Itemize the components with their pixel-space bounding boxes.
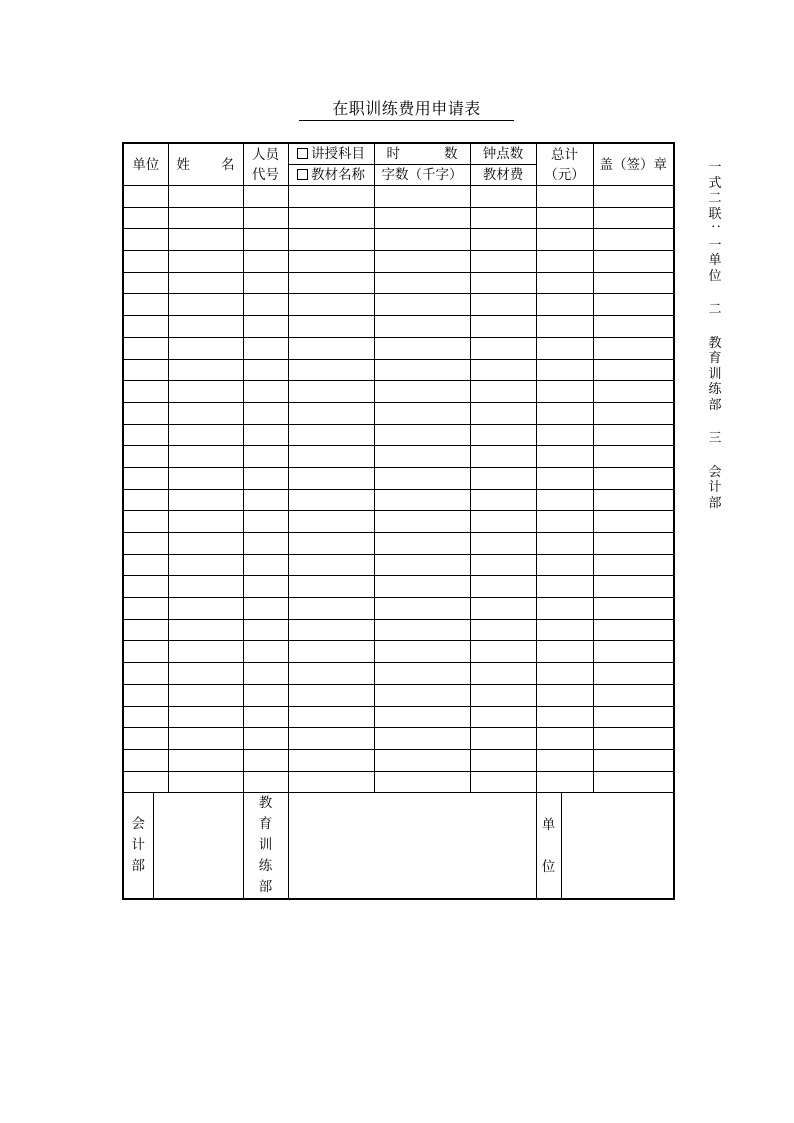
row-total-cell[interactable]: [536, 251, 593, 273]
row-unit-cell[interactable]: [123, 489, 168, 511]
row-fee-cell[interactable]: [470, 598, 536, 620]
row-total-cell[interactable]: [536, 207, 593, 229]
row-staff-code-cell[interactable]: [243, 446, 288, 468]
row-total-cell[interactable]: [536, 467, 593, 489]
row-subject-cell[interactable]: [288, 533, 374, 555]
row-total-cell[interactable]: [536, 402, 593, 424]
footer-unit-label: 单 位: [536, 793, 561, 900]
form-title: 在职训练费用申请表: [299, 98, 514, 121]
row-staff-code-cell[interactable]: [243, 598, 288, 620]
row-name-cell[interactable]: [168, 251, 243, 273]
table-row: [123, 533, 674, 555]
row-subject-cell[interactable]: [288, 316, 374, 338]
row-name-cell[interactable]: [168, 294, 243, 316]
row-fee-cell[interactable]: [470, 706, 536, 728]
footer-education-field[interactable]: [288, 793, 536, 900]
row-fee-cell[interactable]: [470, 424, 536, 446]
table-row: [123, 424, 674, 446]
table-row: [123, 467, 674, 489]
header-staff-code: 人员 代号: [243, 143, 288, 186]
row-name-cell[interactable]: [168, 576, 243, 598]
footer-accounting-label: 会 计 部: [123, 793, 153, 900]
row-hours-cell[interactable]: [374, 251, 470, 273]
row-seal-cell[interactable]: [593, 381, 674, 403]
row-name-cell[interactable]: [168, 533, 243, 555]
row-seal-cell[interactable]: [593, 272, 674, 294]
row-name-cell[interactable]: [168, 749, 243, 771]
row-fee-cell[interactable]: [470, 511, 536, 533]
row-name-cell[interactable]: [168, 663, 243, 685]
row-name-cell[interactable]: [168, 381, 243, 403]
header-material-fee: 教材费: [470, 165, 536, 186]
row-unit-cell[interactable]: [123, 771, 168, 793]
row-fee-cell[interactable]: [470, 402, 536, 424]
row-fee-cell[interactable]: [470, 446, 536, 468]
row-seal-cell[interactable]: [593, 402, 674, 424]
row-total-cell[interactable]: [536, 663, 593, 685]
row-hours-cell[interactable]: [374, 446, 470, 468]
row-unit-cell[interactable]: [123, 533, 168, 555]
row-unit-cell[interactable]: [123, 229, 168, 251]
row-seal-cell[interactable]: [593, 684, 674, 706]
table-row: [123, 663, 674, 685]
row-unit-cell[interactable]: [123, 619, 168, 641]
row-staff-code-cell[interactable]: [243, 576, 288, 598]
row-hours-cell[interactable]: [374, 728, 470, 750]
row-unit-cell[interactable]: [123, 663, 168, 685]
row-total-cell[interactable]: [536, 554, 593, 576]
row-unit-cell[interactable]: [123, 424, 168, 446]
row-staff-code-cell[interactable]: [243, 402, 288, 424]
row-subject-cell[interactable]: [288, 619, 374, 641]
row-hours-cell[interactable]: [374, 467, 470, 489]
table-row: [123, 684, 674, 706]
table-row: [123, 337, 674, 359]
row-staff-code-cell[interactable]: [243, 533, 288, 555]
row-staff-code-cell[interactable]: [243, 251, 288, 273]
table-row: [123, 316, 674, 338]
row-seal-cell[interactable]: [593, 663, 674, 685]
row-staff-code-cell[interactable]: [243, 467, 288, 489]
row-staff-code-cell[interactable]: [243, 749, 288, 771]
footer-education-label: 教 育 训 练 部: [243, 793, 288, 900]
row-seal-cell[interactable]: [593, 728, 674, 750]
row-subject-cell[interactable]: [288, 576, 374, 598]
row-fee-cell[interactable]: [470, 381, 536, 403]
table-row: [123, 511, 674, 533]
row-hours-cell[interactable]: [374, 424, 470, 446]
row-seal-cell[interactable]: [593, 771, 674, 793]
row-seal-cell[interactable]: [593, 251, 674, 273]
row-staff-code-cell[interactable]: [243, 272, 288, 294]
table-row: [123, 554, 674, 576]
row-staff-code-cell[interactable]: [243, 316, 288, 338]
row-seal-cell[interactable]: [593, 359, 674, 381]
row-name-cell[interactable]: [168, 446, 243, 468]
row-staff-code-cell[interactable]: [243, 554, 288, 576]
row-unit-cell[interactable]: [123, 446, 168, 468]
table-row: [123, 359, 674, 381]
row-total-cell[interactable]: [536, 186, 593, 208]
row-seal-cell[interactable]: [593, 533, 674, 555]
row-fee-cell[interactable]: [470, 251, 536, 273]
row-name-cell[interactable]: [168, 424, 243, 446]
table-row: [123, 186, 674, 208]
row-subject-cell[interactable]: [288, 598, 374, 620]
row-hours-cell[interactable]: [374, 663, 470, 685]
row-unit-cell[interactable]: [123, 467, 168, 489]
header-material-name: 教材名称: [288, 165, 374, 186]
table-row: [123, 207, 674, 229]
row-unit-cell[interactable]: [123, 598, 168, 620]
header-unit: 单位: [123, 143, 168, 186]
row-name-cell[interactable]: [168, 684, 243, 706]
row-total-cell[interactable]: [536, 337, 593, 359]
row-seal-cell[interactable]: [593, 446, 674, 468]
row-seal-cell[interactable]: [593, 337, 674, 359]
row-hours-cell[interactable]: [374, 619, 470, 641]
row-unit-cell[interactable]: [123, 316, 168, 338]
row-staff-code-cell[interactable]: [243, 619, 288, 641]
row-staff-code-cell[interactable]: [243, 424, 288, 446]
row-staff-code-cell[interactable]: [243, 359, 288, 381]
row-name-cell[interactable]: [168, 511, 243, 533]
row-hours-cell[interactable]: [374, 402, 470, 424]
row-subject-cell[interactable]: [288, 706, 374, 728]
row-unit-cell[interactable]: [123, 272, 168, 294]
row-staff-code-cell[interactable]: [243, 489, 288, 511]
row-fee-cell[interactable]: [470, 359, 536, 381]
copy-distribution-note: 一 式 二 联 ： 一 单 位 二 教 育 训 练 部 三 会 计 部: [707, 160, 723, 511]
row-subject-cell[interactable]: [288, 229, 374, 251]
row-unit-cell[interactable]: [123, 186, 168, 208]
row-unit-cell[interactable]: [123, 207, 168, 229]
expense-form-table: [122, 142, 675, 900]
row-total-cell[interactable]: [536, 489, 593, 511]
row-fee-cell[interactable]: [470, 337, 536, 359]
row-subject-cell[interactable]: [288, 381, 374, 403]
row-staff-code-cell[interactable]: [243, 337, 288, 359]
row-staff-code-cell[interactable]: [243, 229, 288, 251]
row-staff-code-cell[interactable]: [243, 186, 288, 208]
row-name-cell[interactable]: [168, 619, 243, 641]
row-subject-cell[interactable]: [288, 424, 374, 446]
row-unit-cell[interactable]: [123, 251, 168, 273]
header-fee-per-hour: 钟点数: [470, 143, 536, 165]
row-seal-cell[interactable]: [593, 424, 674, 446]
row-name-cell[interactable]: [168, 229, 243, 251]
row-unit-cell[interactable]: [123, 402, 168, 424]
row-name-cell[interactable]: [168, 337, 243, 359]
row-total-cell[interactable]: [536, 446, 593, 468]
row-fee-cell[interactable]: [470, 316, 536, 338]
row-subject-cell[interactable]: [288, 467, 374, 489]
footer-accounting-field[interactable]: [153, 793, 243, 900]
row-seal-cell[interactable]: [593, 294, 674, 316]
row-fee-cell[interactable]: [470, 272, 536, 294]
row-total-cell[interactable]: [536, 728, 593, 750]
row-fee-cell[interactable]: [470, 554, 536, 576]
row-total-cell[interactable]: [536, 272, 593, 294]
row-subject-cell[interactable]: [288, 663, 374, 685]
row-hours-cell[interactable]: [374, 706, 470, 728]
table-row: [123, 576, 674, 598]
row-seal-cell[interactable]: [593, 706, 674, 728]
table-row: [123, 728, 674, 750]
row-seal-cell[interactable]: [593, 467, 674, 489]
row-hours-cell[interactable]: [374, 337, 470, 359]
row-name-cell[interactable]: [168, 359, 243, 381]
row-subject-cell[interactable]: [288, 641, 374, 663]
row-hours-cell[interactable]: [374, 511, 470, 533]
material-checkbox[interactable]: [297, 169, 308, 180]
row-seal-cell[interactable]: [593, 229, 674, 251]
row-seal-cell[interactable]: [593, 598, 674, 620]
row-staff-code-cell[interactable]: [243, 663, 288, 685]
row-staff-code-cell[interactable]: [243, 294, 288, 316]
row-hours-cell[interactable]: [374, 272, 470, 294]
table-row: [123, 381, 674, 403]
row-hours-cell[interactable]: [374, 186, 470, 208]
row-hours-cell[interactable]: [374, 749, 470, 771]
row-hours-cell[interactable]: [374, 294, 470, 316]
row-hours-cell[interactable]: [374, 381, 470, 403]
row-fee-cell[interactable]: [470, 489, 536, 511]
table-row: [123, 771, 674, 793]
table-row: [123, 251, 674, 273]
row-subject-cell[interactable]: [288, 251, 374, 273]
header-total: 总计 （元）: [536, 143, 593, 186]
row-fee-cell[interactable]: [470, 576, 536, 598]
row-name-cell[interactable]: [168, 728, 243, 750]
row-staff-code-cell[interactable]: [243, 511, 288, 533]
row-unit-cell[interactable]: [123, 511, 168, 533]
row-unit-cell[interactable]: [123, 576, 168, 598]
row-seal-cell[interactable]: [593, 554, 674, 576]
row-total-cell[interactable]: [536, 294, 593, 316]
subject-checkbox[interactable]: [297, 148, 308, 159]
row-fee-cell[interactable]: [470, 684, 536, 706]
row-subject-cell[interactable]: [288, 446, 374, 468]
row-name-cell[interactable]: [168, 316, 243, 338]
row-hours-cell[interactable]: [374, 641, 470, 663]
row-name-cell[interactable]: [168, 186, 243, 208]
row-unit-cell[interactable]: [123, 684, 168, 706]
row-total-cell[interactable]: [536, 359, 593, 381]
row-name-cell[interactable]: [168, 272, 243, 294]
row-staff-code-cell[interactable]: [243, 641, 288, 663]
row-name-cell[interactable]: [168, 641, 243, 663]
row-total-cell[interactable]: [536, 424, 593, 446]
row-fee-cell[interactable]: [470, 294, 536, 316]
table-row: [123, 598, 674, 620]
row-unit-cell[interactable]: [123, 359, 168, 381]
row-name-cell[interactable]: [168, 489, 243, 511]
row-seal-cell[interactable]: [593, 749, 674, 771]
table-row: [123, 272, 674, 294]
row-staff-code-cell[interactable]: [243, 207, 288, 229]
row-name-cell[interactable]: [168, 598, 243, 620]
row-hours-cell[interactable]: [374, 684, 470, 706]
row-unit-cell[interactable]: [123, 706, 168, 728]
header-name: 姓 名: [168, 143, 243, 186]
row-fee-cell[interactable]: [470, 619, 536, 641]
row-subject-cell[interactable]: [288, 554, 374, 576]
row-unit-cell[interactable]: [123, 381, 168, 403]
row-seal-cell[interactable]: [593, 619, 674, 641]
row-subject-cell[interactable]: [288, 489, 374, 511]
footer-unit-field[interactable]: [561, 793, 674, 900]
row-total-cell[interactable]: [536, 229, 593, 251]
row-subject-cell[interactable]: [288, 207, 374, 229]
row-staff-code-cell[interactable]: [243, 728, 288, 750]
row-name-cell[interactable]: [168, 207, 243, 229]
row-name-cell[interactable]: [168, 771, 243, 793]
header-words: 字数（千字）: [374, 165, 470, 186]
row-hours-cell[interactable]: [374, 598, 470, 620]
row-total-cell[interactable]: [536, 533, 593, 555]
row-subject-cell[interactable]: [288, 272, 374, 294]
row-unit-cell[interactable]: [123, 749, 168, 771]
row-subject-cell[interactable]: [288, 749, 374, 771]
row-staff-code-cell[interactable]: [243, 706, 288, 728]
row-total-cell[interactable]: [536, 576, 593, 598]
row-seal-cell[interactable]: [593, 576, 674, 598]
row-hours-cell[interactable]: [374, 229, 470, 251]
row-name-cell[interactable]: [168, 467, 243, 489]
row-unit-cell[interactable]: [123, 554, 168, 576]
row-total-cell[interactable]: [536, 316, 593, 338]
row-total-cell[interactable]: [536, 641, 593, 663]
header-hours: 时 数: [374, 143, 470, 165]
row-subject-cell[interactable]: [288, 728, 374, 750]
row-staff-code-cell[interactable]: [243, 381, 288, 403]
row-total-cell[interactable]: [536, 684, 593, 706]
row-total-cell[interactable]: [536, 771, 593, 793]
row-hours-cell[interactable]: [374, 554, 470, 576]
table-row: [123, 229, 674, 251]
row-seal-cell[interactable]: [593, 511, 674, 533]
row-name-cell[interactable]: [168, 706, 243, 728]
row-hours-cell[interactable]: [374, 359, 470, 381]
row-hours-cell[interactable]: [374, 489, 470, 511]
table-row: [123, 749, 674, 771]
row-hours-cell[interactable]: [374, 207, 470, 229]
row-fee-cell[interactable]: [470, 229, 536, 251]
row-subject-cell[interactable]: [288, 684, 374, 706]
row-seal-cell[interactable]: [593, 489, 674, 511]
row-hours-cell[interactable]: [374, 533, 470, 555]
row-unit-cell[interactable]: [123, 337, 168, 359]
row-seal-cell[interactable]: [593, 186, 674, 208]
table-row: [123, 294, 674, 316]
row-staff-code-cell[interactable]: [243, 771, 288, 793]
row-name-cell[interactable]: [168, 554, 243, 576]
row-total-cell[interactable]: [536, 706, 593, 728]
row-total-cell[interactable]: [536, 598, 593, 620]
row-fee-cell[interactable]: [470, 186, 536, 208]
row-hours-cell[interactable]: [374, 316, 470, 338]
row-total-cell[interactable]: [536, 381, 593, 403]
row-subject-cell[interactable]: [288, 186, 374, 208]
row-hours-cell[interactable]: [374, 771, 470, 793]
row-name-cell[interactable]: [168, 402, 243, 424]
table-row: [123, 446, 674, 468]
row-fee-cell[interactable]: [470, 728, 536, 750]
row-fee-cell[interactable]: [470, 749, 536, 771]
row-fee-cell[interactable]: [470, 467, 536, 489]
row-total-cell[interactable]: [536, 749, 593, 771]
row-subject-cell[interactable]: [288, 294, 374, 316]
table-row: [123, 619, 674, 641]
row-seal-cell[interactable]: [593, 316, 674, 338]
row-fee-cell[interactable]: [470, 663, 536, 685]
row-subject-cell[interactable]: [288, 771, 374, 793]
row-subject-cell[interactable]: [288, 337, 374, 359]
row-seal-cell[interactable]: [593, 641, 674, 663]
row-unit-cell[interactable]: [123, 294, 168, 316]
row-fee-cell[interactable]: [470, 641, 536, 663]
table-row: [123, 402, 674, 424]
table-row: [123, 489, 674, 511]
row-seal-cell[interactable]: [593, 207, 674, 229]
row-unit-cell[interactable]: [123, 641, 168, 663]
row-hours-cell[interactable]: [374, 576, 470, 598]
header-subject: 讲授科目: [288, 143, 374, 165]
row-fee-cell[interactable]: [470, 533, 536, 555]
row-unit-cell[interactable]: [123, 728, 168, 750]
row-total-cell[interactable]: [536, 511, 593, 533]
row-subject-cell[interactable]: [288, 511, 374, 533]
table-row: [123, 641, 674, 663]
row-subject-cell[interactable]: [288, 359, 374, 381]
table-row: [123, 706, 674, 728]
row-staff-code-cell[interactable]: [243, 684, 288, 706]
row-subject-cell[interactable]: [288, 402, 374, 424]
header-seal: 盖（签）章: [593, 143, 674, 186]
row-total-cell[interactable]: [536, 619, 593, 641]
row-fee-cell[interactable]: [470, 207, 536, 229]
row-fee-cell[interactable]: [470, 771, 536, 793]
